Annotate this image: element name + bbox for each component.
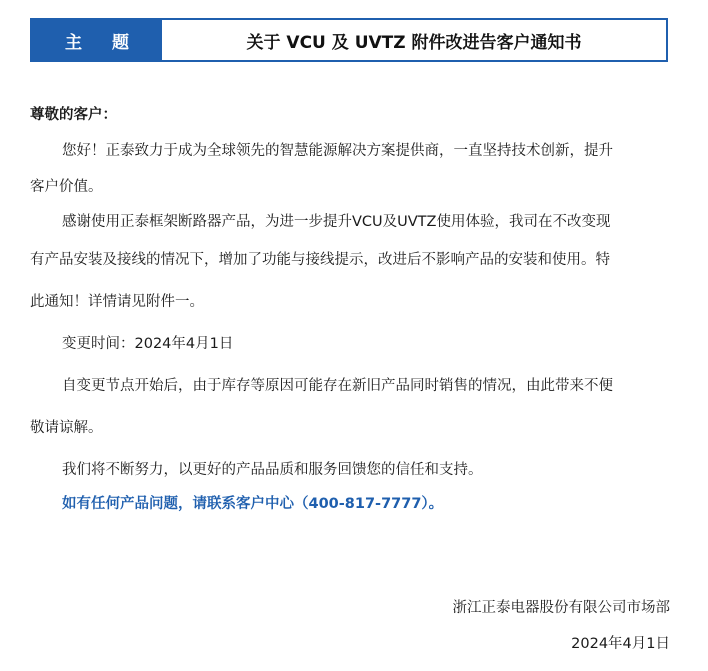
paragraph-line: 我们将不断努力，以更好的产品品质和服务回馈您的信任和支持。 [62,462,483,478]
greeting: 尊敬的客户： [30,107,117,123]
signature-company: 浙江正泰电器股份有限公司市场部 [452,600,670,616]
paragraph-line: 感谢使用正泰框架断路器产品，为进一步提升VCU及UVTZ使用体验，我司在不改变现 [62,214,611,230]
notice-title: 关于 VCU 及 UVTZ 附件改进告客户通知书 [246,32,582,53]
paragraph-line: 您好！正泰致力于成为全球领先的智慧能源解决方案提供商，一直坚持技术创新，提升 [62,143,613,159]
paragraph-line: 客户价值。 [30,179,103,195]
paragraph-line: 此通知！详情请见附件一。 [30,294,204,310]
change-date-line: 变更时间：2024年4月1日 [62,336,234,352]
title-banner [30,18,668,62]
paragraph-line: 自变更节点开始后，由于库存等原因可能存在新旧产品同时销售的情况，由此带来不便 [62,378,613,394]
contact-line: 如有任何产品问题，请联系客户中心（400-817-7777）。 [62,496,444,512]
subject-label: 主 题 [32,20,162,60]
paragraph-line: 有产品安装及接线的情况下，增加了功能与接线提示，改进后不影响产品的安装和使用。特 [30,252,610,268]
signature-date: 2024年4月1日 [571,636,670,652]
paragraph-line: 敬请谅解。 [30,420,103,436]
